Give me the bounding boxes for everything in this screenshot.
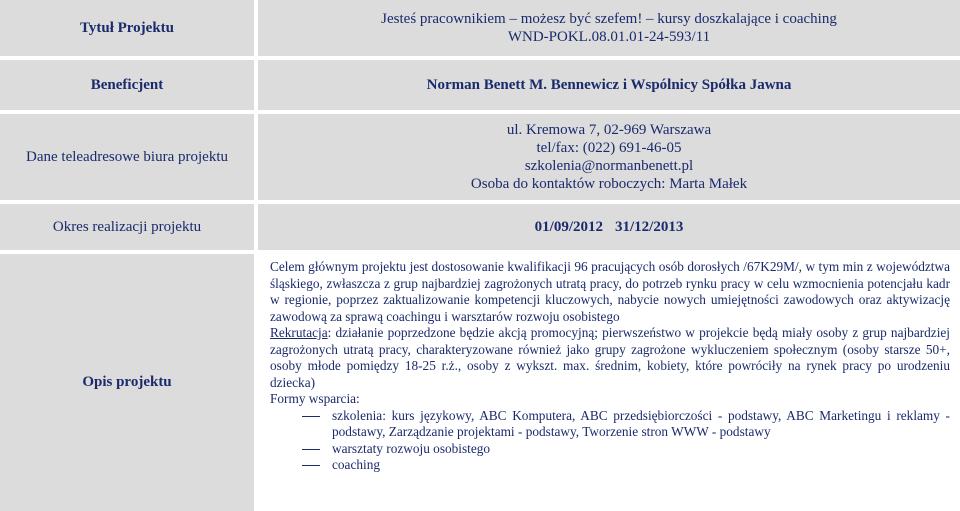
beneficiary-row [0, 60, 960, 110]
period-end: 31/12/2013 [615, 219, 684, 235]
description-row [0, 254, 960, 511]
description-label: Opis projektu [0, 254, 254, 511]
description-recruitment [270, 325, 950, 391]
beneficiary-label: Beneficjent [0, 60, 254, 110]
office-email: szkolenia@normanbenett.pl [524, 158, 694, 174]
project-title-name: Jesteś pracownikiem – możesz być szefem! – kursy doszkalające i coaching [381, 11, 837, 27]
description-goal: Celem głównym projektu jest dostosowanie kwalifikacji 96 pracujących osób dorosłych /67K29M/, w tym min z województwa śląskiego, zwłaszcza z grup najbardziej zagrożonych utratą pracy, do potrzeb rynku pracy w celu wzmocnienia potencjału kadr w regionie, poprzez zaktualizowanie kompetencji kluczowych, nabycie nowych umiejętności zawodowych oraz aktywizację zawodową za sprawą coachingu i warsztarów rozwoju osobistego [270, 259, 950, 324]
office-address: ul. Kremowa 7, 02-969 Warszawa [506, 122, 712, 138]
beneficiary-value [258, 60, 960, 110]
support-label: Formy wsparcia: [270, 391, 360, 406]
office-contact-person: Osoba do kontaktów roboczych: Marta Małek [470, 176, 748, 192]
description-content [258, 254, 960, 511]
project-title-value [258, 0, 960, 56]
office-row [0, 114, 960, 200]
period-label: Okres realizacji projektu [0, 204, 254, 250]
period-row [0, 204, 960, 250]
project-title-label: Tytuł Projektu [0, 0, 254, 56]
period-value [258, 204, 960, 250]
list-item: szkolenia: kurs językowy, ABC Komputera, ABC przedsiębiorczości - podstawy, ABC Marketingu i reklamy - podstawy, Zarządzanie projektami - podstawy, Tworzenie stron WWW - podstawy [308, 408, 950, 441]
project-title-number: WND-POKL.08.01.01-24-593/11 [507, 29, 711, 45]
period-start: 01/09/2012 [534, 219, 603, 235]
office-value [258, 114, 960, 200]
recruitment-text: : działanie poprzedzone będzie akcją promocyjną; pierwszeństwo w projekcie będą miały osoby z grup najbardziej zagrożonych utratą pracy, charakteryzowane również jako grupy zagrożone wykluczeniem społecznym (osoby starsze 50+, osoby młode pomiędzy 18-25 r.ż., osoby z wykszt. max. średnim, kobiety, które powróciły na rynek pracy po urodzeniu dziecka) [270, 325, 950, 390]
support-list [270, 408, 950, 474]
project-title-row [0, 0, 960, 56]
office-phone: tel/fax: (022) 691-46-05 [536, 140, 682, 156]
office-label: Dane teleadresowe biura projektu [0, 114, 254, 200]
list-item: warsztaty rozwoju osobistego [308, 441, 950, 458]
list-item: coaching [308, 457, 950, 474]
recruitment-label: Rekrutacja [270, 325, 328, 340]
beneficiary-name: Norman Benett M. Bennewicz i Wspólnicy Spółka Jawna [426, 77, 792, 93]
